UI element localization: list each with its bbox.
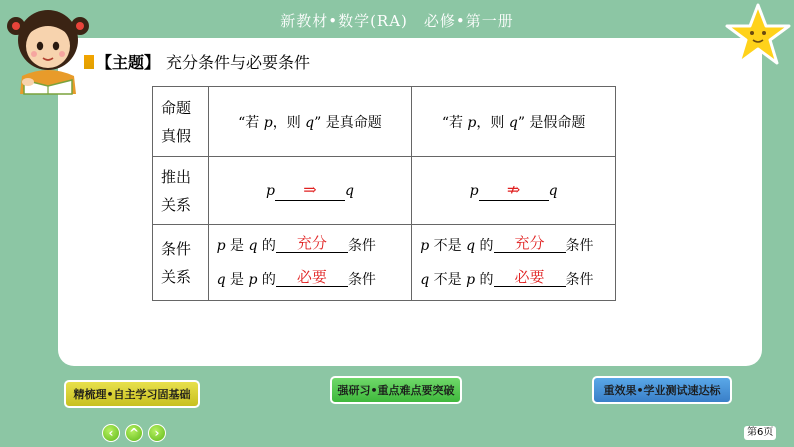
girl-reading-illustration (2, 2, 94, 98)
condition-table (152, 86, 616, 301)
implies-symbol: ⇒ (275, 180, 345, 201)
answer-blank: 充分 (494, 234, 566, 253)
topic-title: 充分条件与必要条件 (166, 53, 311, 72)
answer-blank: 充分 (276, 234, 348, 253)
table-row (153, 157, 616, 225)
star-icon (724, 2, 792, 68)
condition-line: p 不是 q 的 充分 条件 (420, 233, 594, 254)
page-number: 第6页 (744, 426, 776, 440)
condition-line: q 不是 p 的 必要 条件 (420, 267, 594, 288)
row-header-line: 条件 (161, 239, 192, 258)
truth-cell-right: “若 p，则 q” 是假命题 (412, 87, 616, 157)
condition-cell-left (208, 225, 412, 301)
answer-blank: 必要 (494, 268, 566, 287)
nav-button-review[interactable]: 精梳理•自主学习固基础 (64, 380, 200, 408)
condition-line: q 是 p 的 必要 条件 (216, 267, 376, 288)
not-implies-symbol: ⇏ (479, 180, 549, 201)
row-header (153, 87, 209, 157)
condition-line: p 是 q 的 充分 条件 (216, 233, 376, 254)
implication-cell-right: p ⇏ q (412, 157, 616, 225)
table-row (153, 225, 616, 301)
implication-cell-left: p ⇒ q (208, 157, 412, 225)
next-page-button[interactable]: › (148, 424, 166, 442)
home-button[interactable]: ^ (125, 424, 143, 442)
row-header (153, 225, 209, 301)
table-row (153, 87, 616, 157)
answer-blank: 必要 (276, 268, 348, 287)
condition-cell-right (412, 225, 616, 301)
row-header-line: 推出 (161, 167, 192, 186)
header-title: 新教材•数学(RA) 必修•第一册 (280, 12, 514, 30)
row-header-line: 关系 (161, 267, 192, 286)
truth-cell-left: “若 p，则 q” 是真命题 (208, 87, 412, 157)
row-header-line: 命题 (161, 98, 192, 117)
topic-label: 【主题】 (84, 50, 160, 73)
prev-page-button[interactable]: ‹ (102, 424, 120, 442)
row-header (153, 157, 209, 225)
nav-button-test[interactable]: 重效果•学业测试速达标 (592, 376, 732, 404)
row-header-line: 真假 (161, 126, 192, 145)
row-header-line: 关系 (161, 195, 192, 214)
pencil-icon (84, 55, 94, 69)
nav-button-study[interactable]: 强研习•重点难点要突破 (330, 376, 462, 404)
